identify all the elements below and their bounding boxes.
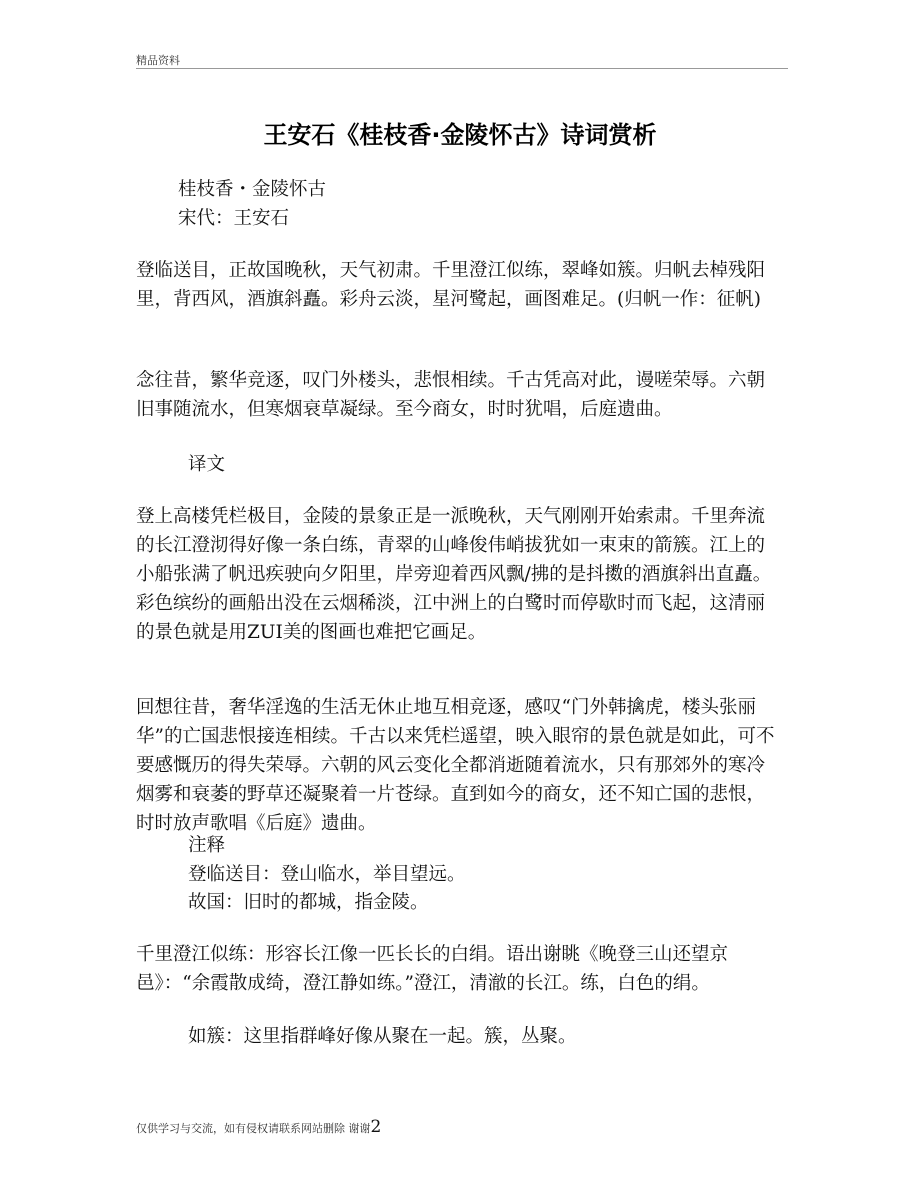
translation-heading: 译文 xyxy=(188,454,226,475)
poem-author: 宋代：王安石 xyxy=(178,208,290,229)
note-3: 千里澄江似练：形容长江像一匹长长的白绢。语出谢眺《晚登三山还望京邑》：“余霞散成绮，澄江静如练。”澄江，清澈的长江。练，白色的绢。 xyxy=(136,944,729,994)
footer-text: 仅供学习与交流，如有侵权请联系网站删除 谢谢 xyxy=(136,1122,371,1135)
poem-title: 桂枝香・金陵怀古 xyxy=(178,179,327,200)
note-1: 登临送目：登山临水，举目望远。 xyxy=(188,864,466,885)
poem-stanza-2: 念往昔，繁华竞逐，叹门外楼头，悲恨相续。千古凭高对此，谩嗟荣辱。六朝旧事随流水，但寒烟衰草凝绿。至今商女，时时犹唱，后庭遗曲。 xyxy=(136,370,766,420)
note-2: 故国：旧时的都城，指金陵。 xyxy=(188,892,429,913)
header-divider xyxy=(136,68,788,69)
translation-paragraph-2: 回想往昔，奢华淫逸的生活无休止地互相竞逐，感叹“门外韩擒虎，楼头张丽华”的亡国悲恨接连相续。千古以来凭栏遥望，映入眼帘的景色就是如此，可不要感慨历的得失荣辱。六朝的风云变化全都消逝随着流水，只有那郊外的寒冷烟雾和衰萎的野草还凝聚着一片苍绿。直到如今的商女，还不知亡国的悲恨，时时放声歌唱《后庭》遗曲。 xyxy=(136,697,775,834)
header-label: 精品资料 xyxy=(136,54,180,67)
footer xyxy=(136,1117,381,1137)
note-4: 如簇：这里指群峰好像从聚在一起。簇，丛聚。 xyxy=(188,1026,577,1047)
document-title: 王安石《桂枝香·金陵怀古》诗词赏析 xyxy=(263,121,657,149)
poem-stanza-1: 登临送目，正故国晚秋，天气初肃。千里澄江似练，翠峰如簇。归帆去棹残阳里，背西风，酒旗斜矗。彩舟云淡，星河鹭起，画图难足。(归帆一作：征帆) xyxy=(136,260,766,310)
notes-heading: 注释 xyxy=(188,835,226,856)
page-number: 2 xyxy=(370,1117,382,1137)
translation-paragraph-1: 登上高楼凭栏极目，金陵的景象正是一派晚秋，天气刚刚开始索肃。千里奔流的长江澄沏得好像一条白练，青翠的山峰俊伟峭拔犹如一束束的箭簇。江上的小船张满了帆迅疾驶向夕阳里，岸旁迎着西风飘/拂的是抖擞的酒旗斜出直矗。彩色缤纷的画船出没在云烟稀淡，江中洲上的白鹭时而停歇时而飞起，这清丽的景色就是用ZUI美的图画也难把它画足。 xyxy=(136,506,772,643)
